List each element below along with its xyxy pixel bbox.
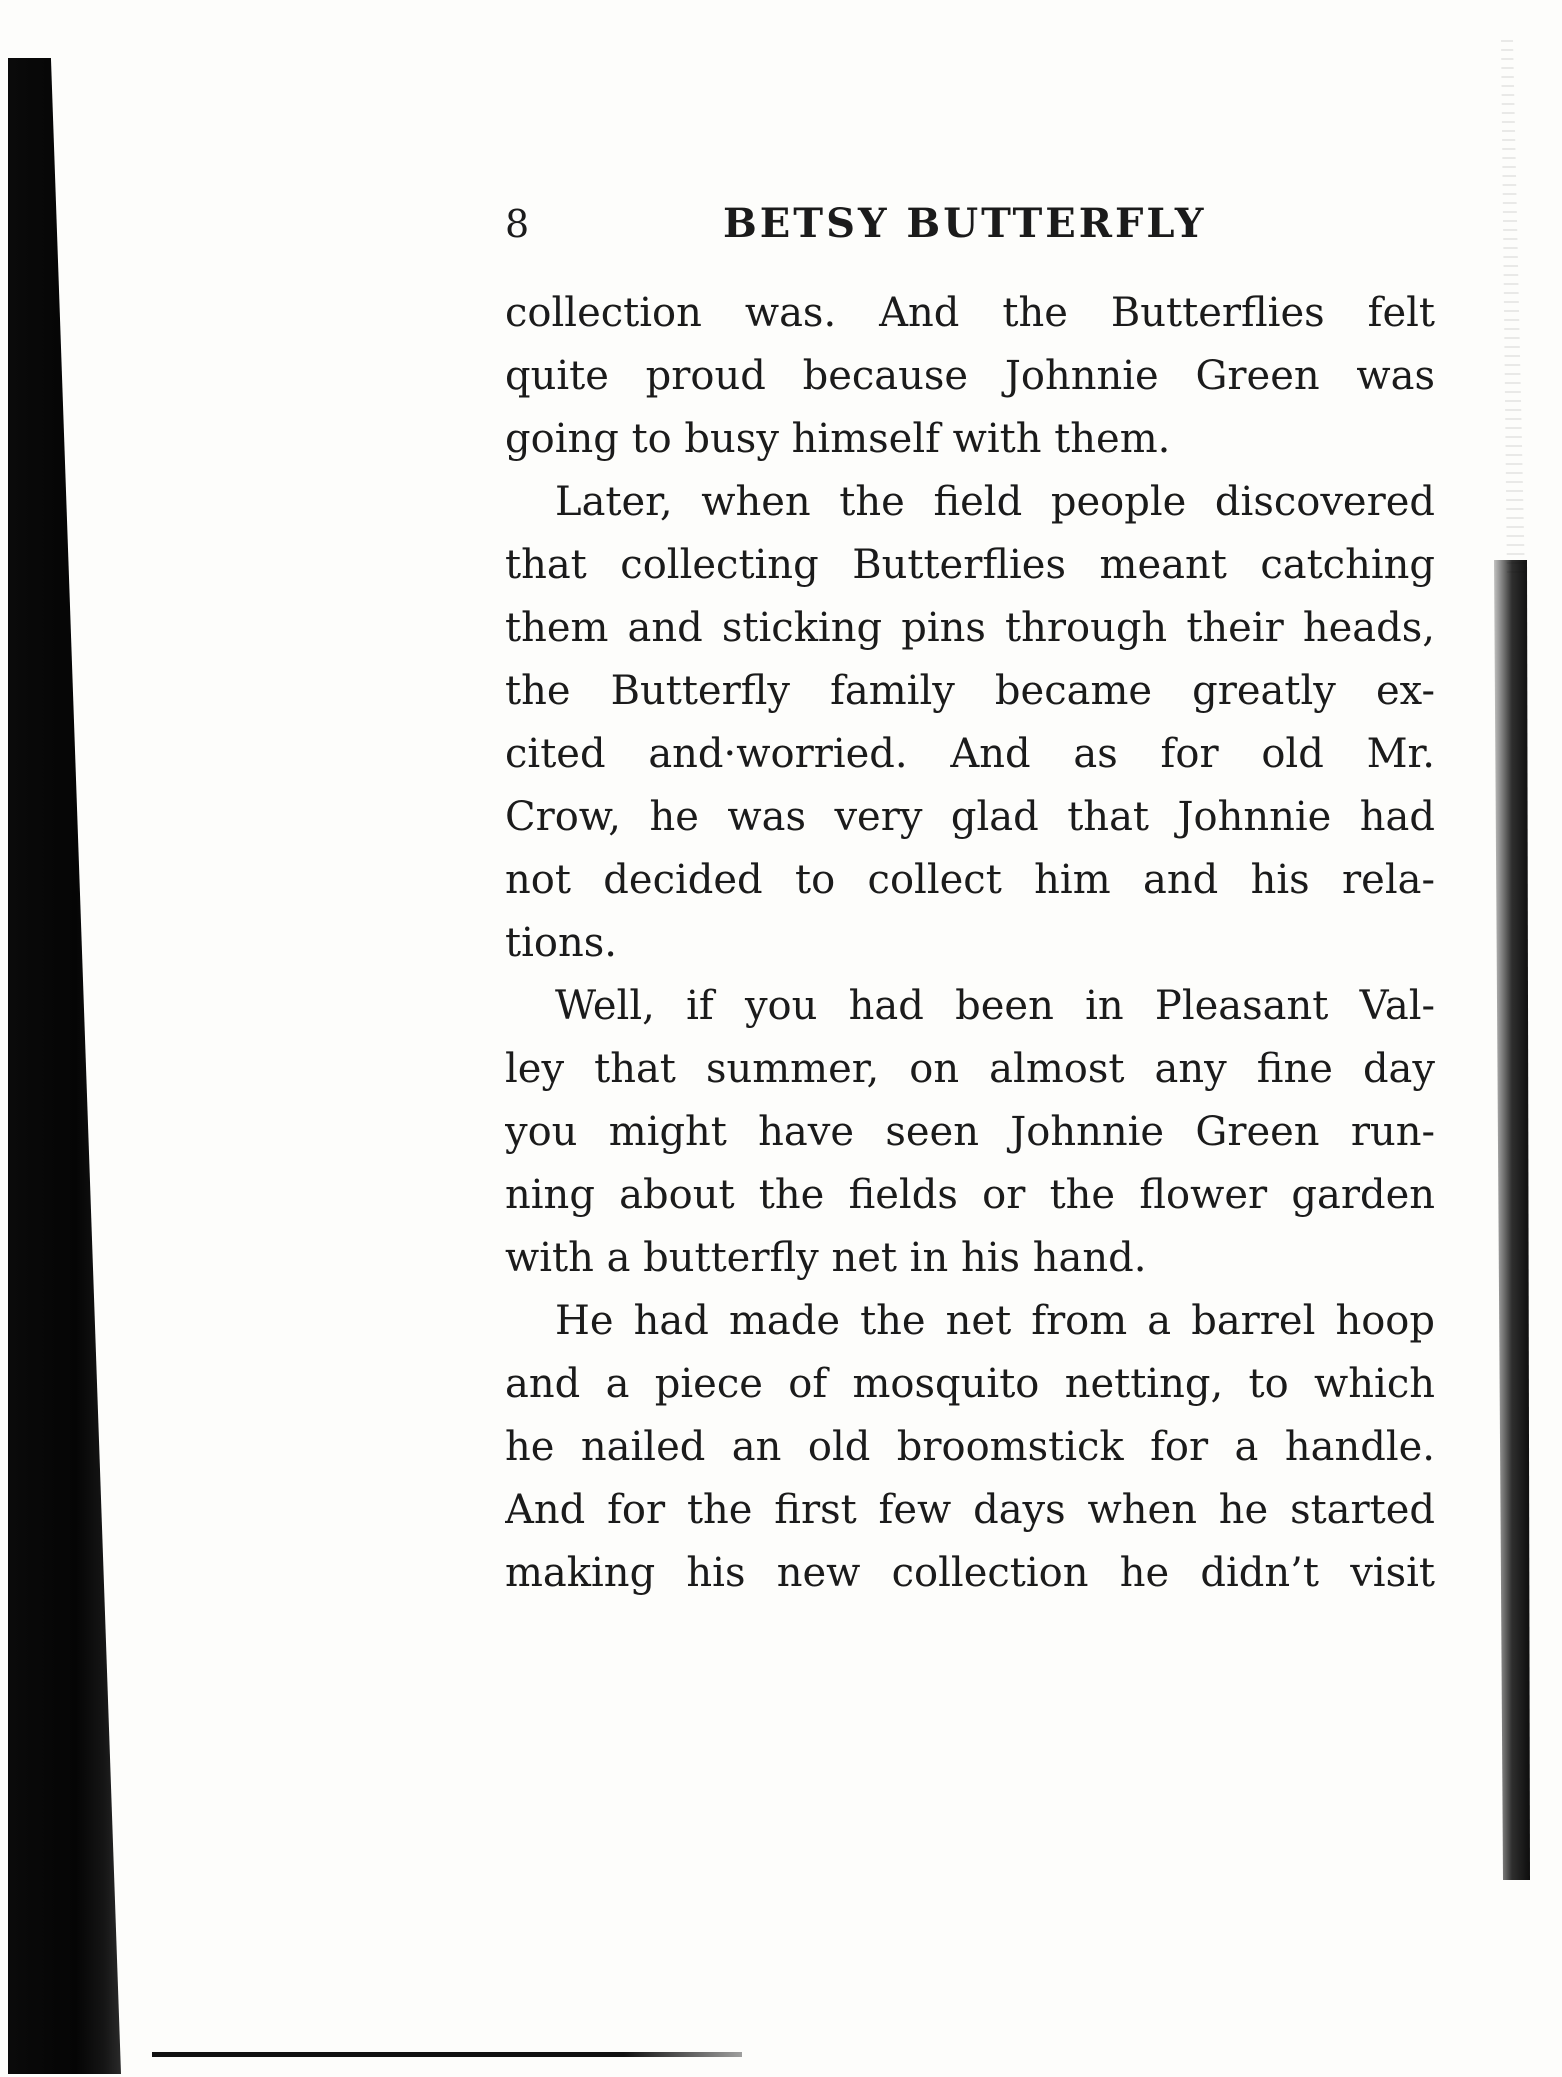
text-line: ley that summer, on almost any fine day (505, 1046, 1435, 1092)
page-edge-shadow (1470, 560, 1530, 1880)
running-title: BETSY BUTTERFLY (723, 200, 1207, 247)
text-line: going to busy himself with them. (505, 416, 1171, 462)
text-line: not decided to collect him and his rela- (505, 857, 1435, 903)
text-line: quite proud because Johnnie Green was (505, 353, 1435, 399)
text-line: tions. (505, 920, 617, 966)
page-number: 8 (505, 202, 531, 246)
text-line: cited and·worried. And as for old Mr. (505, 731, 1435, 777)
text-line: them and sticking pins through their heads, (505, 605, 1435, 651)
body-text (505, 282, 1435, 1605)
text-line: the Butterfly family became greatly ex- (505, 668, 1435, 714)
binding-shadow (8, 58, 121, 2074)
paragraph-start-line: Well, if you had been in Pleasant Val- (555, 983, 1435, 1029)
text-line: and a piece of mosquito netting, to which (505, 1361, 1435, 1407)
paragraph-start-line: He had made the net from a barrel hoop (555, 1298, 1435, 1344)
text-line: that collecting Butterflies meant catching (505, 542, 1435, 588)
running-header (505, 200, 1425, 260)
text-line: And for the first few days when he started (505, 1487, 1435, 1533)
text-line: with a butterfly net in his hand. (505, 1235, 1147, 1281)
edge-speckle (1465, 40, 1525, 580)
text-line: he nailed an old broomstick for a handle. (505, 1424, 1435, 1470)
text-line: you might have seen Johnnie Green run- (505, 1109, 1435, 1155)
bottom-scan-rule (152, 2052, 742, 2057)
paragraph-start-line: Later, when the field people discovered (555, 479, 1435, 525)
text-line: Crow, he was very glad that Johnnie had (505, 794, 1435, 840)
text-line: ning about the fields or the flower garden (505, 1172, 1435, 1218)
text-line: making his new collection he didn’t visit (505, 1550, 1435, 1596)
text-line: collection was. And the Butterflies felt (505, 290, 1435, 336)
